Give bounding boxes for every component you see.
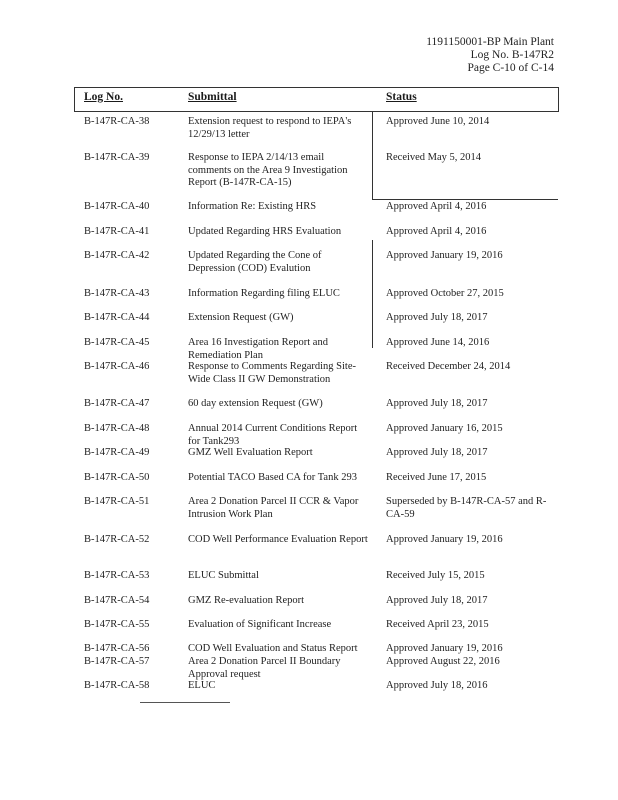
submittal-cell: Extension Request (GW) <box>188 312 294 323</box>
header-log-number: Log No. B-147R2 <box>470 49 554 61</box>
table-left-border <box>74 87 75 112</box>
log-number-cell: B-147R-CA-51 <box>84 496 150 507</box>
log-number-cell: B-147R-CA-44 <box>84 312 150 323</box>
submittal-cell: ELUC <box>188 680 216 691</box>
submittal-cell: Area 2 Donation Parcel II CCR & Vapor Intrusion Work Plan <box>188 496 359 520</box>
status-cell: Approved July 18, 2017 <box>386 595 488 606</box>
submittal-cell: GMZ Re-evaluation Report <box>188 595 305 606</box>
header-page-number: Page C-10 of C-14 <box>467 62 554 74</box>
submittal-cell: Annual 2014 Current Conditions Report for Tank293 <box>188 423 358 447</box>
log-number-cell: B-147R-CA-55 <box>84 619 150 630</box>
submittal-cell: Information Regarding filing ELUC <box>188 288 340 299</box>
status-cell: Approved January 16, 2015 <box>386 423 503 434</box>
column-header-log-no: Log No. <box>84 91 123 103</box>
log-number-cell: B-147R-CA-40 <box>84 201 150 212</box>
status-cell: Superseded by B-147R-CA-57 and R-CA-59 <box>386 496 547 520</box>
submittal-cell: Information Re: Existing HRS <box>188 201 317 212</box>
submittal-cell: Updated Regarding HRS Evaluation <box>188 226 342 237</box>
log-number-cell: B-147R-CA-38 <box>84 116 150 127</box>
log-number-cell: B-147R-CA-41 <box>84 226 150 237</box>
log-number-cell: B-147R-CA-53 <box>84 570 150 581</box>
column-header-status: Status <box>386 91 417 103</box>
status-cell: Approved August 22, 2016 <box>386 656 500 667</box>
submittal-cell: 60 day extension Request (GW) <box>188 398 323 409</box>
submittal-cell: COD Well Performance Evaluation Report <box>188 534 368 545</box>
status-cell: Approved October 27, 2015 <box>386 288 504 299</box>
log-number-cell: B-147R-CA-43 <box>84 288 150 299</box>
submittal-cell: ELUC Submittal <box>188 570 259 581</box>
status-cell: Approved April 4, 2016 <box>386 201 487 212</box>
log-number-cell: B-147R-CA-46 <box>84 361 150 372</box>
status-cell: Received May 5, 2014 <box>386 152 482 163</box>
status-cell: Approved January 19, 2016 <box>386 643 503 654</box>
submittal-cell: Evaluation of Significant Increase <box>188 619 332 630</box>
status-cell: Approved April 4, 2016 <box>386 226 487 237</box>
table-header-border <box>74 111 559 112</box>
status-cell: Approved July 18, 2016 <box>386 680 488 691</box>
status-column-border <box>372 112 373 199</box>
status-column-border <box>372 240 373 348</box>
submittal-cell: Extension request to respond to IEPA's 12/29/13 letter <box>188 116 352 140</box>
status-cell: Received June 17, 2015 <box>386 472 487 483</box>
log-number-cell: B-147R-CA-39 <box>84 152 150 163</box>
log-number-cell: B-147R-CA-58 <box>84 680 150 691</box>
status-cell: Received April 23, 2015 <box>386 619 489 630</box>
column-header-submittal: Submittal <box>188 91 237 103</box>
status-cell: Approved July 18, 2017 <box>386 312 488 323</box>
submittal-cell: Updated Regarding the Cone of Depression (COD) Evalution <box>188 250 322 274</box>
submittal-cell: Response to IEPA 2/14/13 email comments on the Area 9 Investigation Report (B-147R-CA-15) <box>188 152 348 188</box>
status-cell: Received July 15, 2015 <box>386 570 485 581</box>
log-number-cell: B-147R-CA-56 <box>84 643 150 654</box>
status-cell: Approved July 18, 2017 <box>386 447 488 458</box>
table-right-border <box>558 87 559 112</box>
status-cell: Received December 24, 2014 <box>386 361 511 372</box>
submittal-cell: Area 16 Investigation Report and Remediation Plan <box>188 337 328 361</box>
status-cell: Approved June 10, 2014 <box>386 116 490 127</box>
submittal-cell: Area 2 Donation Parcel II Boundary Approval request <box>188 656 341 680</box>
status-cell: Approved January 19, 2016 <box>386 534 503 545</box>
log-number-cell: B-147R-CA-54 <box>84 595 150 606</box>
table-top-border <box>74 87 559 88</box>
table-bottom-rule <box>140 702 230 703</box>
log-number-cell: B-147R-CA-45 <box>84 337 150 348</box>
status-cell: Approved July 18, 2017 <box>386 398 488 409</box>
log-number-cell: B-147R-CA-49 <box>84 447 150 458</box>
submittal-cell: GMZ Well Evaluation Report <box>188 447 313 458</box>
submittal-cell: Potential TACO Based CA for Tank 293 <box>188 472 357 483</box>
header-facility-id: 1191150001-BP Main Plant <box>426 36 554 48</box>
submittal-cell: Response to Comments Regarding Site-Wide Class II GW Demonstration <box>188 361 356 385</box>
status-cell: Approved June 14, 2016 <box>386 337 490 348</box>
log-number-cell: B-147R-CA-50 <box>84 472 150 483</box>
log-number-cell: B-147R-CA-57 <box>84 656 150 667</box>
log-number-cell: B-147R-CA-52 <box>84 534 150 545</box>
status-row-border <box>372 199 558 200</box>
log-number-cell: B-147R-CA-42 <box>84 250 150 261</box>
log-number-cell: B-147R-CA-48 <box>84 423 150 434</box>
log-number-cell: B-147R-CA-47 <box>84 398 150 409</box>
submittal-cell: COD Well Evaluation and Status Report <box>188 643 358 654</box>
status-cell: Approved January 19, 2016 <box>386 250 503 261</box>
